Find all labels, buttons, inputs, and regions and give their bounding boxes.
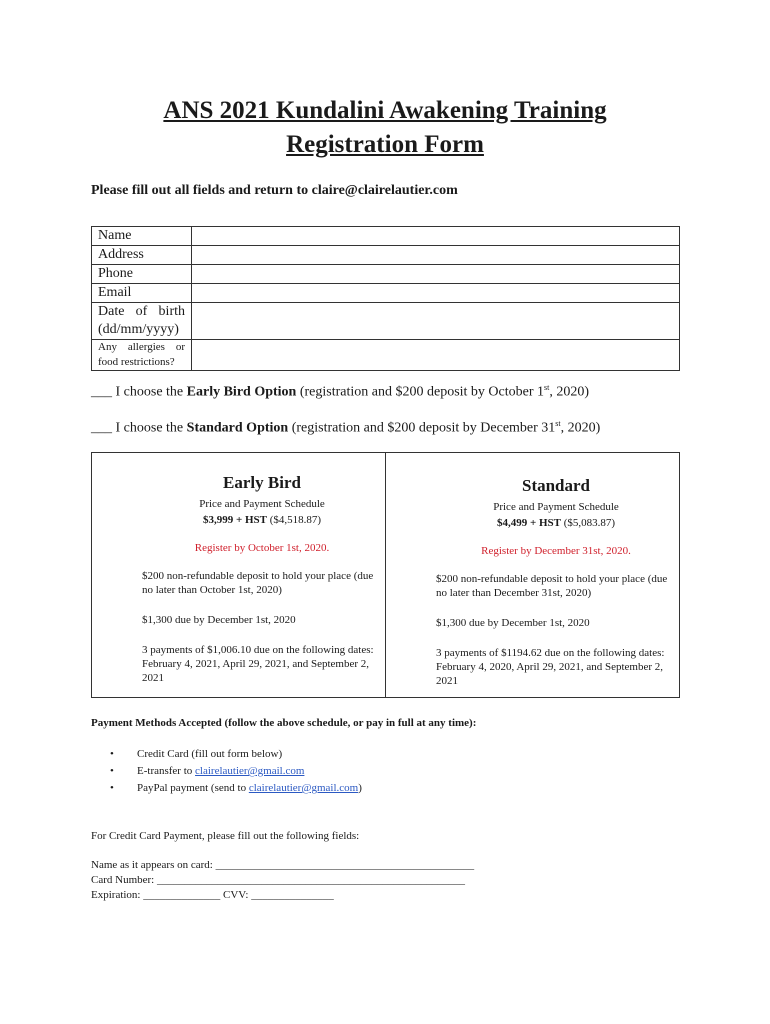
early-bird-detail-end: , 2020): [549, 384, 590, 400]
etransfer-email-link[interactable]: clairelautier@gmail.com: [195, 765, 305, 777]
standard-prefix: I choose the: [115, 420, 184, 436]
credit-card-method: Credit Card (fill out form below): [137, 748, 283, 760]
card-name-field[interactable]: Name as it appears on card: _______________________________________________: [91, 859, 475, 871]
standard-price-total: ($5,083.87): [563, 517, 616, 529]
payment-methods-list: [110, 746, 362, 797]
list-item: [110, 746, 362, 763]
plans-divider: [385, 453, 386, 697]
early-bird-choice[interactable]: [91, 383, 589, 401]
standard-detail: (registration and $200 deposit by December 31: [291, 420, 556, 436]
paypal-email-link[interactable]: clairelautier@gmail.com: [248, 782, 359, 794]
page-title: ANS 2021 Kundalini Awakening Training: [163, 97, 607, 124]
early-bird-blank[interactable]: ___: [91, 384, 112, 400]
early-bird-sup: st: [544, 383, 550, 392]
standard-option: Standard Option: [186, 420, 289, 436]
table-row: [92, 227, 680, 246]
standard-sup: st: [555, 419, 561, 428]
name-field[interactable]: [192, 227, 680, 246]
page-subtitle: Registration Form: [286, 131, 484, 158]
standard-detail-end: , 2020): [560, 420, 601, 436]
standard-register-by: Register by December 31st, 2020.: [481, 545, 631, 557]
standard-heading: Standard: [521, 476, 591, 495]
early-bird-deposit: $200 non-refundable deposit to hold your place (due no later than October 1st, 2020): [142, 570, 374, 596]
phone-label: Phone: [92, 265, 192, 284]
table-row: [92, 284, 680, 303]
allergies-field[interactable]: [192, 340, 680, 371]
address-field[interactable]: [192, 246, 680, 265]
early-bird-detail: (registration and $200 deposit by October 1: [299, 384, 545, 400]
early-bird-schedule-label: Price and Payment Schedule: [199, 498, 325, 510]
early-bird-due: $1,300 due by December 1st, 2020: [142, 614, 296, 626]
early-bird-price-total: ($4,518.87): [269, 514, 322, 526]
card-number-field[interactable]: Card Number: ________________________________________________________: [91, 874, 465, 886]
table-row: [92, 246, 680, 265]
etransfer-prefix: E-transfer to: [137, 765, 196, 777]
email-field[interactable]: [192, 284, 680, 303]
standard-schedule-label: Price and Payment Schedule: [493, 501, 619, 513]
name-label: Name: [92, 227, 192, 246]
table-row: [92, 340, 680, 371]
address-label: Address: [92, 246, 192, 265]
standard-due: $1,300 due by December 1st, 2020: [436, 617, 590, 629]
credit-card-intro: For Credit Card Payment, please fill out the following fields:: [91, 830, 360, 842]
registration-table: [91, 226, 680, 371]
dob-label: Date of birth (dd/mm/yyyy): [92, 303, 192, 340]
early-bird-plan: [142, 453, 382, 685]
early-bird-price: $3,999 + HST: [202, 514, 267, 526]
plans-box: [91, 452, 680, 698]
standard-plan: [436, 453, 676, 688]
early-bird-installments: 3 payments of $1,006.10 due on the following dates: February 4, 2021, April 29, 2021, and September 2, 2021: [142, 644, 374, 684]
payment-methods-heading: Payment Methods Accepted (follow the above schedule, or pay in full at any time):: [91, 717, 477, 729]
email-label: Email: [92, 284, 192, 303]
standard-price: $4,499 + HST: [496, 517, 561, 529]
early-bird-option: Early Bird Option: [186, 384, 297, 400]
dob-field[interactable]: [192, 303, 680, 340]
table-row: [92, 265, 680, 284]
instructions-text: Please fill out all fields and return to claire@clairelautier.com: [91, 183, 458, 198]
paypal-prefix: PayPal payment (send to: [137, 782, 249, 794]
allergies-label: Any allergies or food restrictions?: [92, 340, 192, 371]
card-expiry-cvv-field[interactable]: Expiration: ______________ CVV: _______________: [91, 889, 334, 901]
standard-deposit: $200 non-refundable deposit to hold your place (due no later than December 31st, 2020): [436, 573, 668, 599]
list-item: [110, 763, 362, 780]
table-row: [92, 303, 680, 340]
list-item: [110, 780, 362, 797]
early-bird-heading: Early Bird: [223, 473, 301, 492]
standard-installments: 3 payments of $1194.62 due on the following dates: February 4, 2020, April 29, 2021, and September 2, 2021: [436, 647, 665, 687]
early-bird-register-by: Register by October 1st, 2020.: [194, 542, 330, 554]
phone-field[interactable]: [192, 265, 680, 284]
standard-choice[interactable]: [91, 419, 600, 437]
standard-blank[interactable]: ___: [91, 420, 112, 436]
early-bird-prefix: I choose the: [115, 384, 184, 400]
paypal-suffix: ): [358, 782, 362, 794]
